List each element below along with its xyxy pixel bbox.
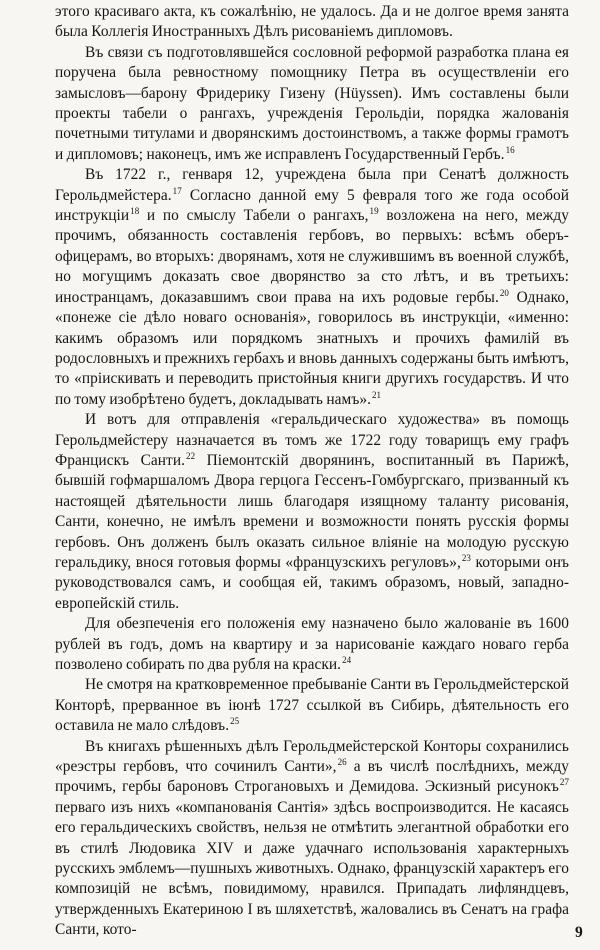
page-number: 9 <box>575 924 583 941</box>
paragraph <box>55 737 569 941</box>
paragraph <box>55 43 569 165</box>
paragraph <box>55 614 569 675</box>
text-run: и по смыслу Табели о рангахъ, <box>139 207 369 225</box>
footnote-ref: 22 <box>186 450 196 461</box>
footnote-ref: 26 <box>337 757 347 768</box>
paragraph <box>55 675 569 736</box>
text-run: И вотъ для отправленія «геральдическаго художества» въ помощь Герольдмейстеру назначается въ томъ же 1722 году товарищъ ему графъ Францискъ Санти. <box>55 411 569 469</box>
footnote-ref: 17 <box>172 185 182 196</box>
text-run: Однако, «понеже сіе дѣло новаго основанія», говорилось въ инструкціи, «именно: какимъ образомъ или порядкомъ знатныхъ и прочихъ фамилій въ родословныхъ и прежнихъ гербахъ и вновь данныхъ содержаны быть имѣютъ, то «пріискивать и переводить пристойныя книги другихъ государствъ. И что по тому изобрѣтено будетъ, докладывать намъ». <box>55 288 569 408</box>
text-run: Не смотря на кратковременное пребываніе Санти въ Герольдмейстерской Конторѣ, прерванное въ іюнѣ 1727 ссылкой въ Сибирь, дѣятельность его оставила не мало слѣдовъ. <box>55 676 569 735</box>
text-run: а въ числѣ послѣднихъ, между прочимъ, гербы бароновъ Строгановыхъ и Демидова. Эскизный рисунокъ <box>55 758 569 796</box>
footnote-ref: 24 <box>342 655 352 665</box>
text-run: Въ связи съ подготовлявшейся сословной реформой разработка плана ея поручена была ревностному помощнику Петра въ осуществленіи его замысловъ—барону Фридерику Гизену (Hüyssen). Имъ составлены были проекты табели о рангахъ, учрежденія Герольдіи, порядка жалованія почетными титулами и дворянскимъ достоинствомъ, а также формы грамотъ и дипломовъ; наконецъ, имъ же исправленъ Государственный Гербъ. <box>55 43 569 163</box>
footnote-ref: 27 <box>559 777 569 788</box>
paragraph <box>55 410 569 614</box>
text-run: которыми онъ руководствовался самъ, и сообщая ей, такимъ образомъ, новый, западно-европейскій стиль. <box>55 553 569 612</box>
text-run: возложена на него, между прочимъ, обязанность составленія гербовъ, во первыхъ: всѣмъ оберъ-офицерамъ, во вторыхъ: дворянамъ, хотя не служившимъ въ военной службѣ, но могущимъ доказать свое дворянство за сто лѣтъ, и въ третьихъ: иностранцамъ, доказавшимъ свои права на ихъ родовые гербы. <box>55 207 569 306</box>
footnote-ref: 16 <box>505 144 515 155</box>
paragraph <box>55 2 569 43</box>
footnote-ref: 23 <box>461 552 471 563</box>
paragraph <box>55 165 569 410</box>
footnote-ref: 19 <box>369 206 379 217</box>
body-text <box>55 2 569 941</box>
text-run: Согласно данной ему 5 февраля того же года особой инструкціи <box>55 186 569 225</box>
footnote-ref: 21 <box>371 389 382 400</box>
text-run: Въ книгахъ рѣшенныхъ дѣлъ Герольдмейстерской Конторы сохранились «реэстры гербовъ, что сочинилъ Санти», <box>55 737 569 776</box>
text-run: Для обезпеченія его положенія ему назначено было жалованіе въ 1600 рублей въ годъ, домъ на квартиру и за нарисованіе каждаго новаго герба позволено собирать по два рубля на краски. <box>55 615 569 673</box>
text-run: этого красиваго акта, къ сожалѣнію, не удалось. Да и не долгое время занята была Коллегія Иностранныхъ Дѣлъ рисованіемъ дипломовъ. <box>55 3 569 41</box>
footnote-ref: 25 <box>230 716 240 727</box>
text-run: перваго изъ нихъ «компанованія Сантія» здѣсь воспроизводится. Не касаясь его геральдическихъ свойствъ, нельзя не отмѣтить элегантной обработки его въ стилѣ Людовика XIV и даже удачнаго использованія характерныхъ русскихъ эмблемъ—пушныхъ животныхъ. Однако, французскій характеръ его композицій не всѣмъ, повидимому, нравился. Припадать лифляндцевъ, утвержденныхъ Екатериною I въ шляхетствѣ, жаловались въ Сенатъ на графа Санти, кото- <box>55 798 569 939</box>
footnote-ref: 18 <box>130 206 140 217</box>
text-run: Піемонтскій дворянинъ, воспитанный въ Парижѣ, бывшій гофмаршаломъ Двора герцога Гессенъ-Гомбургскаго, призванный къ настоящей дѣятельности лишь благодаря изящному таланту рисованія, Санти, конечно, не имѣлъ времени и возможности понять русскія формы гербовъ. Онъ долженъ былъ оказать сильное вліяніе на молодую русскую геральдику, внося готовыя формы «французскихъ регуловъ», <box>55 451 570 571</box>
text-run: Въ 1722 г., генваря 12, учреждена была при Сенатѣ должность Герольдмейстера. <box>55 166 569 204</box>
footnote-ref: 20 <box>499 287 509 298</box>
